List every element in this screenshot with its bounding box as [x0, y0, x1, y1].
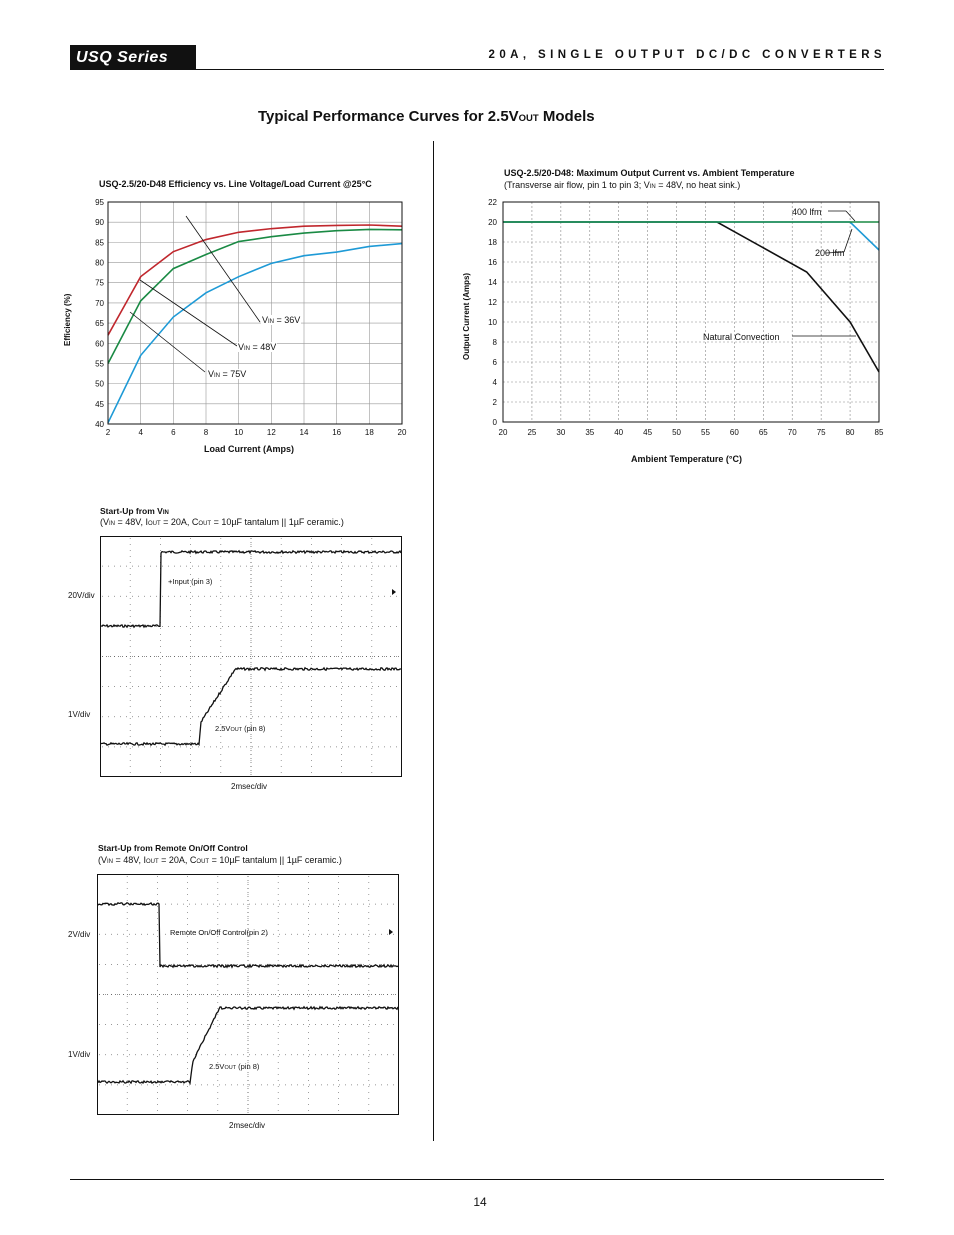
derating-y-tick-label: 2: [492, 398, 497, 407]
derating-plot-frame: [503, 202, 879, 422]
efficiency-y-tick-label: 95: [95, 198, 104, 207]
derating-chart-title: USQ-2.5/20-D48: Maximum Output Current vs. Ambient Temperature: [504, 168, 795, 178]
efficiency-x-tick-label: 12: [266, 428, 276, 437]
derating-x-tick-label: 20: [498, 428, 508, 437]
derating-x-tick-label: 70: [787, 428, 797, 437]
efficiency-x-tick-label: 14: [299, 428, 309, 437]
derating-y-tick-label: 10: [488, 318, 497, 327]
efficiency-y-tick-label: 85: [95, 238, 104, 248]
derating-chart-subtitle: (Transverse air flow, pin 1 to pin 3; VIN = 48V, no heat sink.): [504, 180, 741, 190]
derating-y-tick-label: 16: [488, 258, 497, 267]
footer-rule: [70, 1179, 884, 1180]
derating-x-tick-label: 35: [585, 428, 595, 437]
derating-y-tick-label: 14: [488, 278, 497, 287]
derating-series-line-1: [503, 222, 879, 250]
page-title-end: Models: [538, 108, 595, 125]
derating-x-tick-label: 30: [556, 428, 566, 437]
leader-vin-48: [140, 280, 237, 346]
efficiency-chart-title: USQ-2.5/20-D48 Efficiency vs. Line Voltage/Load Current @25°C: [99, 179, 372, 189]
efficiency-y-tick-label: 90: [95, 218, 104, 228]
scope1-time-scale: 2msec/div: [231, 782, 268, 791]
efficiency-y-tick-label: 75: [95, 278, 104, 288]
derating-y-tick-label: 22: [488, 198, 497, 207]
efficiency-series-line-2: [108, 244, 402, 423]
efficiency-ticks: [95, 198, 407, 437]
derating-x-tick-label: 60: [729, 428, 739, 437]
derating-y-tick-label: 4: [492, 378, 497, 387]
scope2-time-scale: 2msec/div: [229, 1121, 266, 1130]
scope2-ch1-scale: 2V/div: [68, 930, 91, 939]
scope1-ch2-label: 2.5VOUT (pin 8): [215, 724, 266, 733]
derating-series-line-2: [503, 222, 879, 372]
efficiency-x-tick-label: 16: [332, 428, 342, 437]
derating-y-tick-label: 20: [488, 218, 497, 227]
derating-grid: [503, 202, 879, 422]
derating-lines: [503, 222, 879, 372]
annotation-vin-75: VIN = 75V: [208, 369, 247, 379]
header-title: 20A, SINGLE OUTPUT DC/DC CONVERTERS: [488, 49, 886, 61]
page-title-sub: OUT: [518, 113, 539, 124]
page-title-main: Typical Performance Curves for 2.5V: [258, 108, 519, 125]
label-natural-convection: Natural Convection: [703, 332, 780, 342]
derating-x-tick-label: 75: [816, 428, 826, 437]
efficiency-x-tick-label: 18: [364, 428, 374, 437]
label-200-lfm: 200 lfm: [815, 248, 845, 258]
derating-x-tick-label: 45: [643, 428, 653, 437]
scope1-conditions: (VIN = 48V, IOUT = 20A, COUT = 10µF tantalum || 1µF ceramic.): [100, 517, 344, 527]
derating-leader: [846, 211, 855, 221]
derating-x-tick-label: 50: [672, 428, 681, 437]
scope2-screen: [97, 874, 400, 1116]
efficiency-x-tick-label: 4: [138, 428, 143, 437]
derating-y-tick-label: 12: [488, 298, 497, 307]
efficiency-lines: [108, 225, 402, 423]
derating-xlabel: Ambient Temperature (°C): [631, 454, 742, 464]
page-title: [258, 108, 595, 125]
scope2-conditions: (VIN = 48V, IOUT = 20A, COUT = 10µF tantalum || 1µF ceramic.): [98, 855, 342, 865]
scope1-title: Start-Up from VIN: [100, 506, 169, 516]
scope1-ch1-label: +Input (pin 3): [168, 577, 213, 586]
derating-ylabel: Output Current (Amps): [462, 272, 471, 360]
scope1-ch1-scale: 20V/div: [68, 591, 95, 600]
derating-x-tick-label: 65: [758, 428, 768, 437]
derating-y-tick-label: 6: [492, 358, 497, 367]
scope2-title: Start-Up from Remote On/Off Control: [98, 843, 248, 853]
derating-x-tick-label: 25: [527, 428, 537, 437]
efficiency-x-tick-label: 8: [203, 428, 209, 437]
efficiency-ylabel: Efficiency (%): [63, 293, 72, 346]
annotation-vin-36: VIN = 36V: [262, 315, 301, 325]
derating-chart: [480, 195, 890, 445]
scope2-ch1-label: Remote On/Off Control(pin 2): [170, 928, 268, 937]
efficiency-xlabel: Load Current (Amps): [204, 444, 294, 454]
efficiency-x-tick-label: 20: [397, 428, 407, 437]
efficiency-plot-frame: [108, 202, 402, 424]
column-divider: [433, 141, 434, 1141]
derating-y-tick-label: 18: [488, 238, 497, 247]
derating-ticks: [488, 198, 884, 437]
scope2-ch2-label: 2.5VOUT (pin 8): [209, 1062, 260, 1071]
efficiency-y-tick-label: 65: [95, 319, 104, 329]
scope2-ch2-scale: 1V/div: [68, 1050, 91, 1059]
derating-x-tick-label: 80: [845, 428, 855, 437]
efficiency-y-tick-label: 40: [95, 420, 104, 429]
derating-y-tick-label: 0: [492, 418, 497, 427]
derating-leader: [844, 229, 852, 252]
efficiency-x-tick-label: 2: [105, 428, 111, 437]
efficiency-y-tick-label: 80: [95, 258, 104, 268]
efficiency-y-tick-label: 70: [95, 298, 104, 308]
efficiency-series-line-0: [108, 225, 402, 335]
derating-y-tick-label: 8: [492, 338, 497, 347]
efficiency-y-tick-label: 50: [95, 379, 104, 389]
efficiency-grid: [108, 202, 402, 424]
derating-x-tick-label: 85: [874, 428, 884, 437]
scope1-screen: [100, 536, 403, 778]
efficiency-y-tick-label: 60: [95, 339, 104, 349]
efficiency-y-tick-label: 45: [95, 399, 104, 409]
efficiency-x-tick-label: 6: [171, 428, 176, 437]
efficiency-y-tick-label: 55: [95, 359, 104, 369]
page-number: 14: [473, 1195, 487, 1209]
label-400-lfm: 400 lfm: [792, 207, 822, 217]
leader-vin-75: [130, 312, 205, 372]
annotation-vin-48: VIN = 48V: [238, 342, 277, 352]
efficiency-chart: [80, 190, 420, 445]
derating-x-tick-label: 40: [614, 428, 624, 437]
header-rule: [196, 69, 884, 70]
efficiency-x-tick-label: 10: [234, 428, 244, 437]
series-badge: USQ Series: [70, 45, 196, 70]
derating-x-tick-label: 55: [701, 428, 710, 437]
scope1-ch2-scale: 1V/div: [68, 710, 91, 719]
